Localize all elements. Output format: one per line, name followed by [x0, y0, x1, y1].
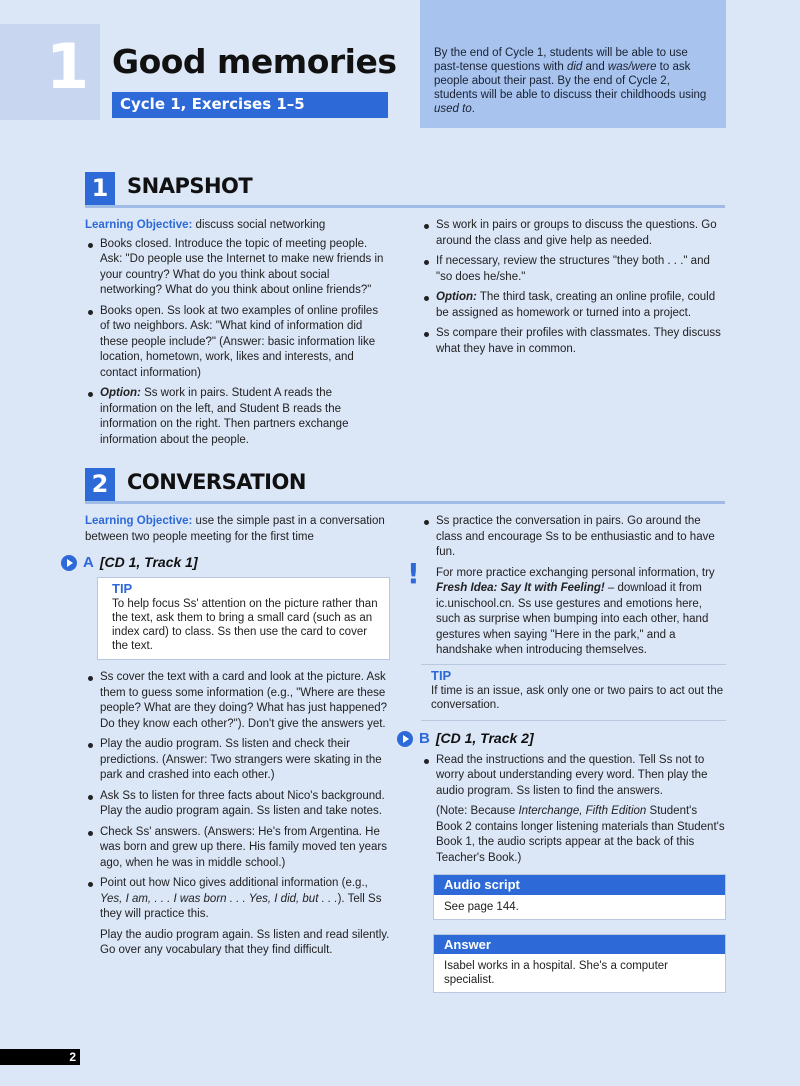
play-audio-icon[interactable] [61, 555, 77, 571]
cycle-label: Cycle 1, Exercises 1–5 [112, 92, 388, 118]
section-conversation-heading [85, 468, 725, 504]
tip-box: TIP If time is an issue, ask only one or two pairs to act out the conversation. [421, 664, 726, 721]
play-audio-icon[interactable] [397, 731, 413, 747]
list-item: If necessary, review the structures "they both . . ." and "so does he/she." [421, 254, 726, 285]
list-item: Point out how Nico gives additional information (e.g., Yes, I am, . . . I was born . . . Yes, I did, but . . .). Tell Ss they will practice this. [85, 876, 390, 923]
snapshot-left-column [85, 218, 390, 453]
page-number: 2 [0, 1049, 80, 1065]
list-item: Books open. Ss look at two examples of online profiles of two neighbors. Ask: "What kind of information did these people include?" (Answer: basic information like location, hometown, work, likes and interests, and contact information) [85, 304, 390, 382]
exclamation-icon: ! [407, 556, 420, 590]
conversation-right-column [407, 514, 726, 1003]
cycle-objectives: By the end of Cycle 1, students will be able to use past-tense questions with did and was/were to ask people about their past. By the end of Cycle 2, students will be able to discuss their childhoods using used to. [420, 0, 726, 128]
snapshot-right-column [421, 218, 726, 362]
list-item: Ss work in pairs or groups to discuss the questions. Go around the class and give help as needed. [421, 218, 726, 249]
learning-objective: Learning Objective: discuss social networking [85, 219, 326, 231]
unit-number: 1 [46, 30, 90, 103]
track-b-heading: B [CD 1, Track 2] [397, 731, 726, 747]
list-item: Play the audio program. Ss listen and check their predictions. (Answer: Two strangers were skating in the park and crashed into each other.) [85, 737, 390, 784]
list-item: Books closed. Introduce the topic of meeting people. Ask: "Do people use the Internet to make new friends in your country? What do you think about social networking? What do you think about online friends?" [85, 237, 390, 299]
list-item: Option: Ss work in pairs. Student A reads the information on the left, and Student B reads the information on the right. Then partners exchange information about the people. [85, 386, 390, 448]
learning-objective: Learning Objective: use the simple past in a conversation between two people meeting for the first time [85, 515, 385, 543]
note-paragraph: (Note: Because Interchange, Fifth Edition Student's Book 2 contains longer listening materials than Student's Book 1, the audio scripts appear at the back of this Teacher's Book.) [436, 805, 725, 864]
track-a-heading: A [CD 1, Track 1] [61, 555, 390, 571]
closing-paragraph: Play the audio program again. Ss listen and read silently. Go over any vocabulary that they find difficult. [100, 928, 390, 956]
list-item: Option: The third task, creating an online profile, could be assigned as homework or turned into a project. [421, 290, 726, 321]
section-title: SNAPSHOT [127, 174, 253, 198]
tip-box: TIP To help focus Ss' attention on the picture rather than the text, ask them to bring a small card (such as an index card) to class. Ss then use the card to cover the text. [97, 577, 390, 660]
audio-script-box: Audio script See page 144. [433, 874, 726, 920]
section-number: 2 [85, 468, 115, 501]
section-snapshot-heading [85, 172, 725, 208]
list-item: Read the instructions and the question. Tell Ss not to worry about understanding every word. Then play the audio program. Ss listen to find the answers. [421, 753, 726, 800]
answer-box: Answer Isabel works in a hospital. She's a computer specialist. [433, 934, 726, 994]
list-item: Ask Ss to listen for three facts about Nico's background. Play the audio program again. Ss listen and take notes. [85, 789, 390, 820]
section-number: 1 [85, 172, 115, 205]
unit-title: Good memories [112, 42, 397, 81]
list-item: Ss practice the conversation in pairs. Go around the class and encourage Ss to be enthusiastic and to have fun. [421, 514, 726, 561]
list-item: Check Ss' answers. (Answers: He's from Argentina. He was born and grew up there. His family moved ten years ago, when he was in middle school.) [85, 825, 390, 872]
conversation-left-column [85, 514, 390, 964]
fresh-idea-note: ! For more practice exchanging personal information, try Fresh Idea: Say It with Feeling! – download it from ic.unischool.cn. Ss use gestures and emotions here, such as surprise when bumping into each other, hand gestures when saying "Here in the park," and a handshake when introducing themselves. [407, 556, 715, 656]
list-item: Ss cover the text with a card and look at the picture. Ask them to guess some information (e.g., "Where are these people? What are they doing? What has just happened? Do they know each other?"). Don't give the answers yet. [85, 670, 390, 732]
list-item: Ss compare their profiles with classmates. They discuss what they have in common. [421, 326, 726, 357]
section-title: CONVERSATION [127, 470, 306, 494]
